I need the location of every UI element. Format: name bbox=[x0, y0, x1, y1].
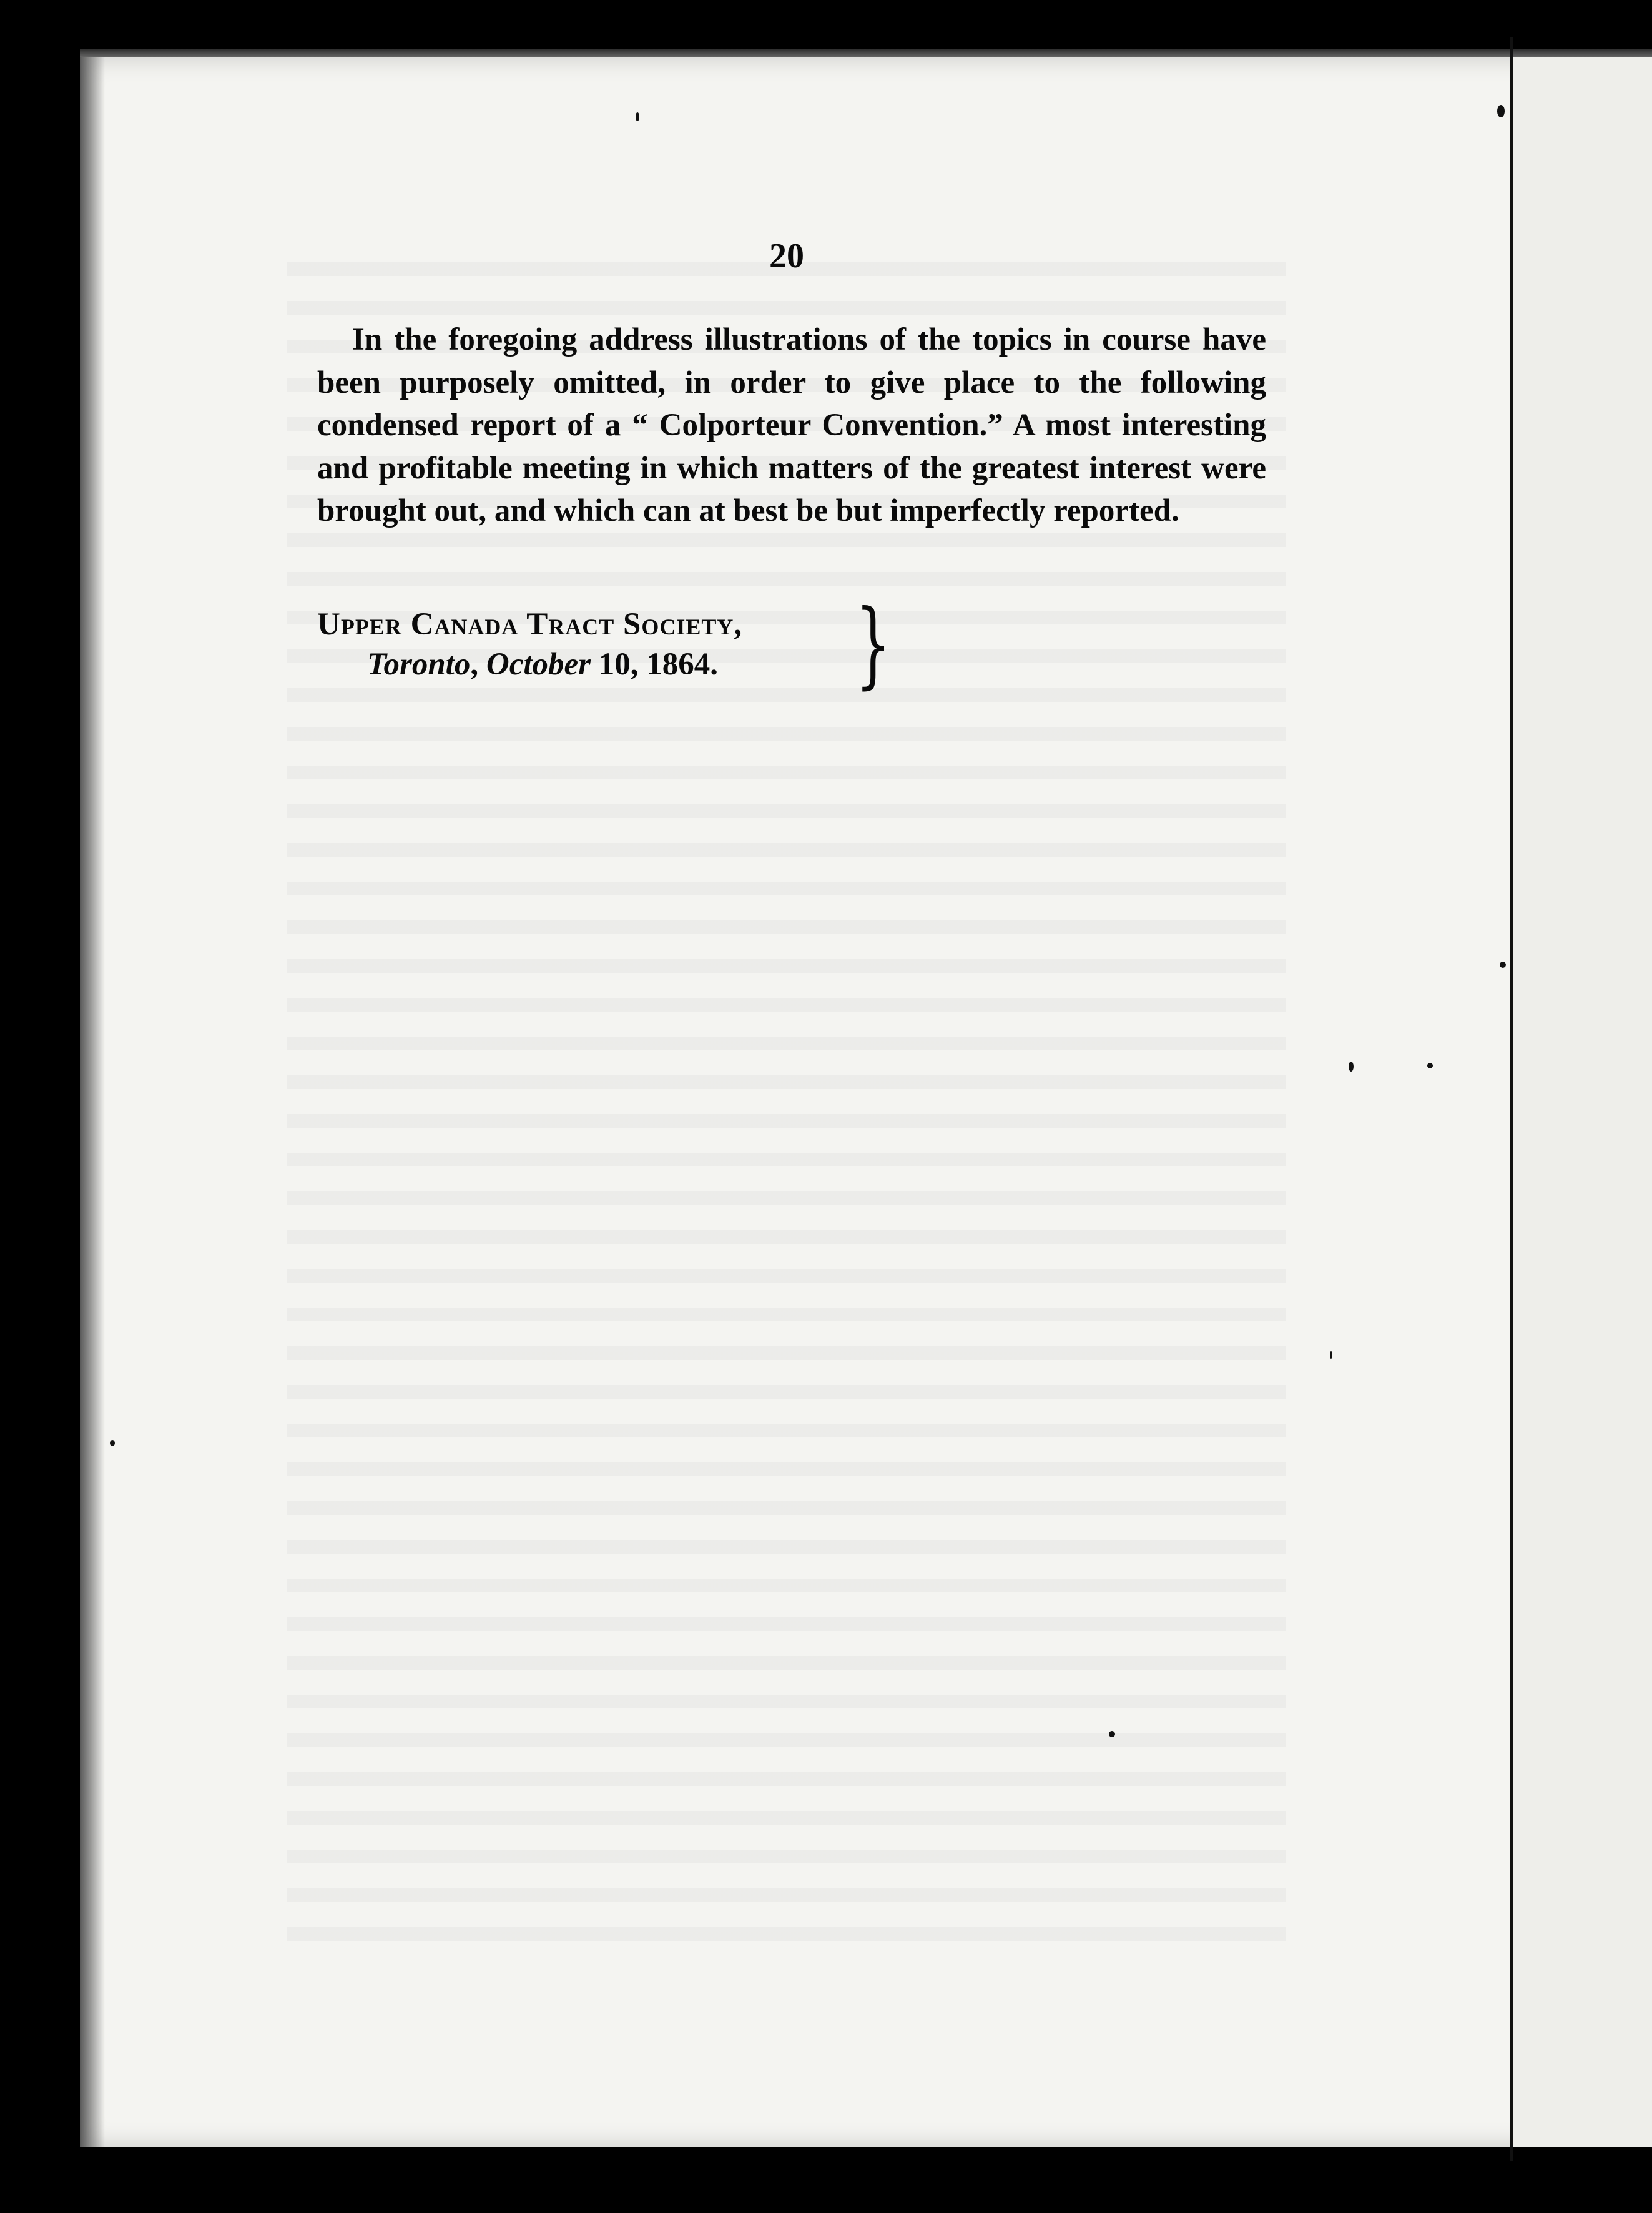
society-name: Upper Canada Tract Society, bbox=[317, 607, 743, 642]
date-day-year: 10, 1864. bbox=[598, 647, 718, 682]
ink-speck bbox=[1330, 1351, 1332, 1359]
facing-page-edge bbox=[1513, 57, 1652, 2147]
ink-speck bbox=[1500, 962, 1506, 968]
ink-speck bbox=[1109, 1731, 1115, 1737]
page-number: 20 bbox=[769, 237, 804, 275]
intro-paragraph: In the foregoing address illustrations of the topics in course have been purposely omitted, in order to give place to the following condensed report of a “ Colporteur Convention.” A most interesting and profitable meeting in which matters of the greatest interest were brought out, and which can at best be but imperfectly reported. bbox=[317, 322, 1266, 528]
place-date-line: Toronto, October 10, 1864. bbox=[367, 647, 718, 682]
ink-speck bbox=[1497, 105, 1505, 117]
ink-speck bbox=[1427, 1063, 1433, 1068]
dateline-brace: } bbox=[855, 590, 892, 699]
dateline bbox=[317, 604, 942, 684]
ink-speck bbox=[1349, 1062, 1354, 1072]
page-fold-line bbox=[1510, 37, 1513, 2161]
ink-speck bbox=[636, 112, 639, 121]
binding-shadow bbox=[80, 57, 105, 2147]
ink-speck bbox=[110, 1440, 115, 1446]
date-month: October bbox=[486, 647, 591, 682]
place-name: Toronto bbox=[367, 647, 471, 682]
